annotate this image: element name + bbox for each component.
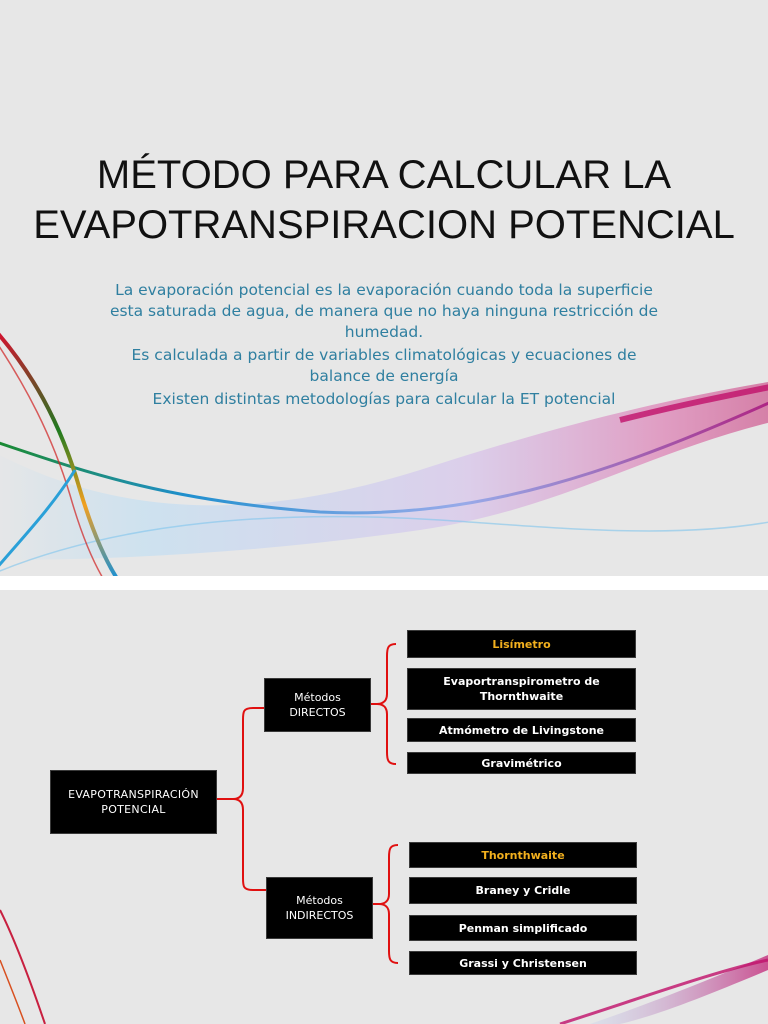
indirectos-item-2: Braney y Cridle	[409, 877, 637, 904]
paragraph-3: Existen distintas metodologías para calcular la ET potencial	[152, 390, 616, 408]
indirectos-item-4: Grassi y Christensen	[409, 951, 637, 975]
slide-title	[20, 150, 748, 250]
title-line-2: EVAPOTRANSPIRACION POTENCIAL	[33, 203, 735, 247]
directos-item-1: Lisímetro	[407, 630, 636, 658]
diagram-slide	[0, 590, 768, 1024]
directos-item-4: Gravimétrico	[407, 752, 636, 774]
indirectos-item-3: Penman simplificado	[409, 915, 637, 941]
slide-body	[100, 280, 668, 412]
paragraph-2: Es calculada a partir de variables climatológicas y ecuaciones de balance de energía	[131, 346, 637, 385]
directos-node: Métodos DIRECTOS	[264, 678, 371, 732]
indirectos-item-1: Thornthwaite	[409, 842, 637, 868]
title-line-1: MÉTODO PARA CALCULAR LA	[96, 153, 672, 197]
paragraph-1: La evaporación potencial es la evaporación cuando toda la superficie esta saturada de agua, de manera que no haya ninguna restricción de humedad.	[109, 281, 659, 341]
indirectos-node: Métodos INDIRECTOS	[266, 877, 373, 939]
root-node: EVAPOTRANSPIRACIÓN POTENCIAL	[50, 770, 217, 834]
directos-item-3: Atmómetro de Livingstone	[407, 718, 636, 742]
directos-item-2: Evaportranspirometro de Thornthwaite	[407, 668, 636, 710]
